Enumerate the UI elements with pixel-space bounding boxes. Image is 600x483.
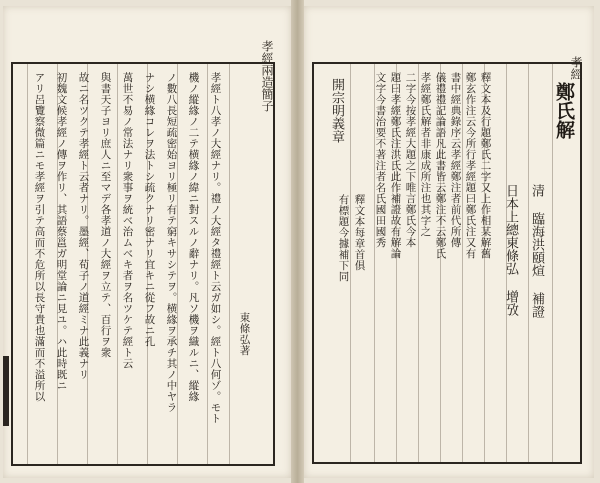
chapter-note: 釋文本每章首俱 <box>353 194 366 271</box>
note-column: 書中經典錄序云孝經鄭注者前代所傳 <box>449 72 462 248</box>
compiler-line: 清 臨海洪頤煊 補證 <box>529 184 544 318</box>
text-column: ナシ横緣コレヲ法トシ疏クナリ密ナリ宜キニ從フ故ニ孔 <box>143 72 156 347</box>
text-column: 故ニ名ツクテ孝經ト云者ナリ。墨經、荀子ノ道經ミナ此義ナリ <box>77 72 90 380</box>
left-text-frame <box>11 62 275 466</box>
chapter-note: 有標題今據補下同 <box>337 194 350 282</box>
note-column: 儀禮禮記論語凡此書皆云鄭注不云鄭氏 <box>434 72 447 259</box>
right-text-frame <box>312 62 582 464</box>
text-column: 孝經ト八孝ノ大經ナリ。禮ノ大經タ禮經ト云ガ如シ。經ト八何ゾ。モト <box>209 72 222 424</box>
left-page <box>3 6 291 478</box>
right-margin-title: 孝經 <box>569 56 583 80</box>
note-column: 孝經鄭氏解者非康成所注也其字之 <box>419 72 432 237</box>
note-column: 二字今按孝經大題之下唯言鄭氏今本 <box>404 72 417 248</box>
note-column: 文字今書治要不著注者名氏國田國秀 <box>374 72 387 248</box>
text-column: 萬世不易ノ常法ナリ衆事ヲ統ベ治ムベキ者ヲ名ツケテ經ト云 <box>121 72 134 369</box>
book-title: 鄭氏解 <box>553 82 575 139</box>
right-page <box>304 6 594 478</box>
note-column: 釋文本及行題鄭氏二字又上作相某解舊 <box>479 72 492 259</box>
book-gutter <box>291 0 304 483</box>
note-column: 題曰孝經鄭氏注洪氏此作補證故有解論 <box>389 72 402 259</box>
text-column: ノ數八長短疏密始ヨリ極リ有テ窮キサシテヲ。横緣ヲ承チ其ノ中ヤラ <box>165 72 178 413</box>
chapter-title: 開宗明義章 <box>329 78 344 143</box>
text-column: 與書天子ヨリ庶人ニ至マデ各孝道ノ大經ヲ立テ、百行ヲ衆 <box>99 72 112 358</box>
text-column: アリ呂覽察微篇ニモ孝經ヲ引テ高而不危所以長守貴也滿而不溢所以 <box>33 72 46 402</box>
note-column: 鄭玄作注云今所行孝經題曰鄭氏注又有 <box>464 72 477 259</box>
left-margin-title: 孝經兩造簡子 <box>260 40 274 112</box>
page-edge-tab <box>3 356 9 426</box>
author-credit: 東條弘著 <box>238 312 251 356</box>
text-column: 機ノ縱緣ノ二テ横緣ノ緯ニ對スルノ辭ナリ。凡ソ機ヲ織ルニ、縱緣 <box>187 72 200 402</box>
author-line: 日本上總東條弘 增攷 <box>503 184 518 316</box>
text-column: 初魏文候孝經ノ傳ヲ作リ、其語蔡邕ガ明堂論ニ見ユ。ハ此時既ニ <box>55 72 68 391</box>
